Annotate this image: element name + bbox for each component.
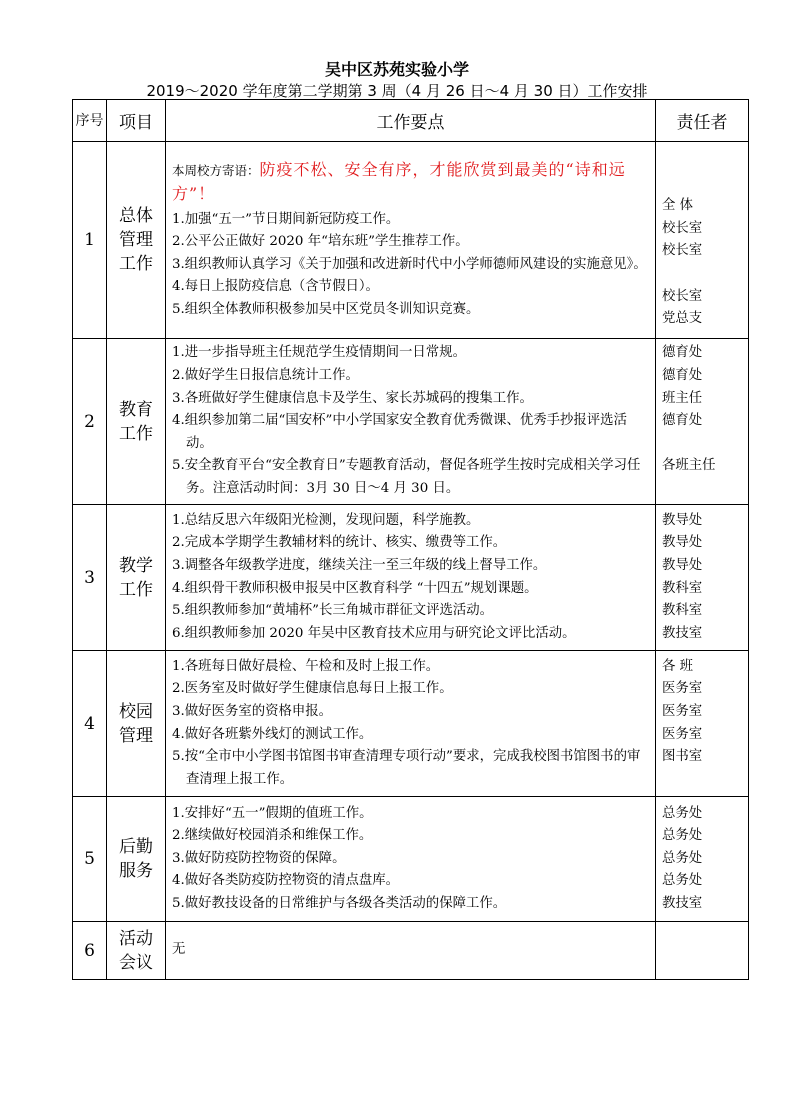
list-item: 5.按“全市中小学图书馆图书审查清理专项行动”要求，完成我校图书馆图书的审查清理上报工作。 [172, 749, 641, 787]
section-tasks [166, 651, 656, 797]
list-item: 2.继续做好校园消杀和维保工作。 [172, 828, 373, 844]
owner: 教科室 [662, 603, 703, 619]
section-category: 总体 管理 工作 [107, 142, 166, 339]
owner: 校长室 [662, 220, 703, 236]
list-item: 2.公平公正做好 2020 年“培东班”学生推荐工作。 [172, 234, 469, 250]
owner: 校长室 [662, 288, 703, 304]
owner: 德育处 [662, 413, 703, 429]
section-number: 1 [73, 142, 107, 339]
list-item: 4.做好各班紫外线灯的测试工作。 [172, 726, 373, 742]
list-item: 4.做好各类防疫防控物资的清点盘库。 [172, 873, 400, 889]
section-number: 2 [73, 339, 107, 505]
owner: 教导处 [662, 557, 703, 573]
owner: 德育处 [662, 345, 703, 361]
section-owners [656, 505, 749, 651]
owner: 各班主任 [662, 458, 716, 474]
section-number: 5 [73, 797, 107, 922]
section-tasks [166, 339, 656, 505]
owner: 医务室 [662, 726, 703, 742]
weekly-schedule-table [72, 99, 749, 980]
section-tasks [166, 797, 656, 922]
owner: 班主任 [662, 390, 703, 406]
section-owners [656, 797, 749, 922]
table-row [73, 922, 749, 980]
section-number: 4 [73, 651, 107, 797]
table-header-row [73, 100, 749, 142]
column-header-seq: 序号 [73, 100, 107, 142]
table-row [73, 142, 749, 339]
owner: 图书室 [662, 749, 703, 765]
table-row [73, 505, 749, 651]
owner: 教导处 [662, 512, 703, 528]
owner: 总务处 [662, 805, 703, 821]
section-category: 后勤 服务 [107, 797, 166, 922]
list-item: 4.每日上报防疫信息（含节假日）。 [172, 279, 379, 295]
owner: 总务处 [662, 873, 703, 889]
section-category: 校园 管理 [107, 651, 166, 797]
list-item: 2.医务室及时做好学生健康信息每日上报工作。 [172, 681, 453, 697]
list-item: 6.组织教师参加 2020 年吴中区教育技术应用与研究论文评比活动。 [172, 625, 576, 641]
list-item: 1.各班每日做好晨检、午检和及时上报工作。 [172, 658, 440, 674]
owner: 全 体 [662, 198, 694, 214]
school-name: 吴中区苏苑实验小学 [324, 60, 469, 79]
owner [662, 769, 742, 792]
section-number: 3 [73, 505, 107, 651]
owner: 党总支 [662, 311, 703, 327]
section-owners [656, 651, 749, 797]
list-item: 5.组织教师参加“黄埔杯”长三角城市群征文评选活动。 [172, 603, 494, 619]
list-item: 无 [172, 942, 186, 958]
owner: 教技室 [662, 625, 703, 641]
section-owners [656, 922, 749, 980]
list-item: 1.总结反思六年级阳光检测，发现问题，科学施教。 [172, 512, 480, 528]
schedule-subtitle: 2019～2020 学年度第二学期第 3 周（4 月 26 日～4 月 30 日）工作安排 [146, 82, 648, 100]
weekly-motto [172, 159, 651, 209]
section-number: 6 [73, 922, 107, 980]
owner: 各 班 [662, 658, 694, 674]
motto-text: 防疫不松、安全有序，才能欣赏到最美的“诗和远方”！ [172, 159, 626, 203]
list-item: 3.组织教师认真学习《关于加强和改进新时代中小学师德师风建设的实施意见》。 [172, 256, 647, 272]
section-tasks [166, 142, 656, 339]
list-item: 5.做好教技设备的日常维护与各级各类活动的保障工作。 [172, 895, 507, 911]
section-tasks [166, 505, 656, 651]
owner: 医务室 [662, 703, 703, 719]
section-tasks [166, 922, 656, 980]
list-item: 3.做好医务室的资格申报。 [172, 703, 333, 719]
owner: 教科室 [662, 580, 703, 596]
section-owners [656, 142, 749, 339]
owner [662, 263, 742, 286]
column-header-tasks: 工作要点 [166, 100, 656, 142]
section-category: 活动 会议 [107, 922, 166, 980]
list-item: 4.组织参加第二届“国安杯”中小学国家安全教育优秀微课、优秀手抄报评选活动。 [172, 413, 627, 451]
list-item: 4.组织骨干教师积极申报吴中区教育科学 “十四五”规划课题。 [172, 580, 538, 596]
list-item: 1.进一步指导班主任规范学生疫情期间一日常规。 [172, 345, 466, 361]
table-row [73, 651, 749, 797]
section-category: 教育 工作 [107, 339, 166, 505]
list-item: 5.组织全体教师积极参加吴中区党员冬训知识竞赛。 [172, 301, 480, 317]
list-item: 2.完成本学期学生教辅材料的统计、核实、缴费等工作。 [172, 535, 507, 551]
list-item: 1.加强“五一”节日期间新冠防疫工作。 [172, 211, 400, 227]
owner: 医务室 [662, 681, 703, 697]
column-header-owner: 责任者 [656, 100, 749, 142]
list-item: 1.安排好“五一”假期的值班工作。 [172, 805, 373, 821]
list-item: 3.调整各年级教学进度，继续关注一至三年级的线上督导工作。 [172, 557, 547, 573]
motto-label: 本周校方寄语： [172, 162, 260, 178]
owner: 校长室 [662, 243, 703, 259]
table-row [73, 797, 749, 922]
owner: 总务处 [662, 828, 703, 844]
column-header-project: 项目 [107, 100, 166, 142]
owner: 德育处 [662, 368, 703, 384]
owner: 教导处 [662, 535, 703, 551]
list-item: 3.做好防疫防控物资的保障。 [172, 850, 346, 866]
owner [662, 478, 742, 501]
owner: 总务处 [662, 850, 703, 866]
owner [662, 433, 742, 456]
table-row [73, 339, 749, 505]
list-item: 5.安全教育平台“安全教育日”专题教育活动，督促各班学生按时完成相关学习任务。注意活动时间：3月 30 日～4 月 30 日。 [172, 458, 641, 496]
list-item: 3.各班做好学生健康信息卡及学生、家长苏城码的搜集工作。 [172, 390, 533, 406]
list-item: 2.做好学生日报信息统计工作。 [172, 368, 359, 384]
section-category: 教学 工作 [107, 505, 166, 651]
section-owners [656, 339, 749, 505]
owner: 教技室 [662, 895, 703, 911]
